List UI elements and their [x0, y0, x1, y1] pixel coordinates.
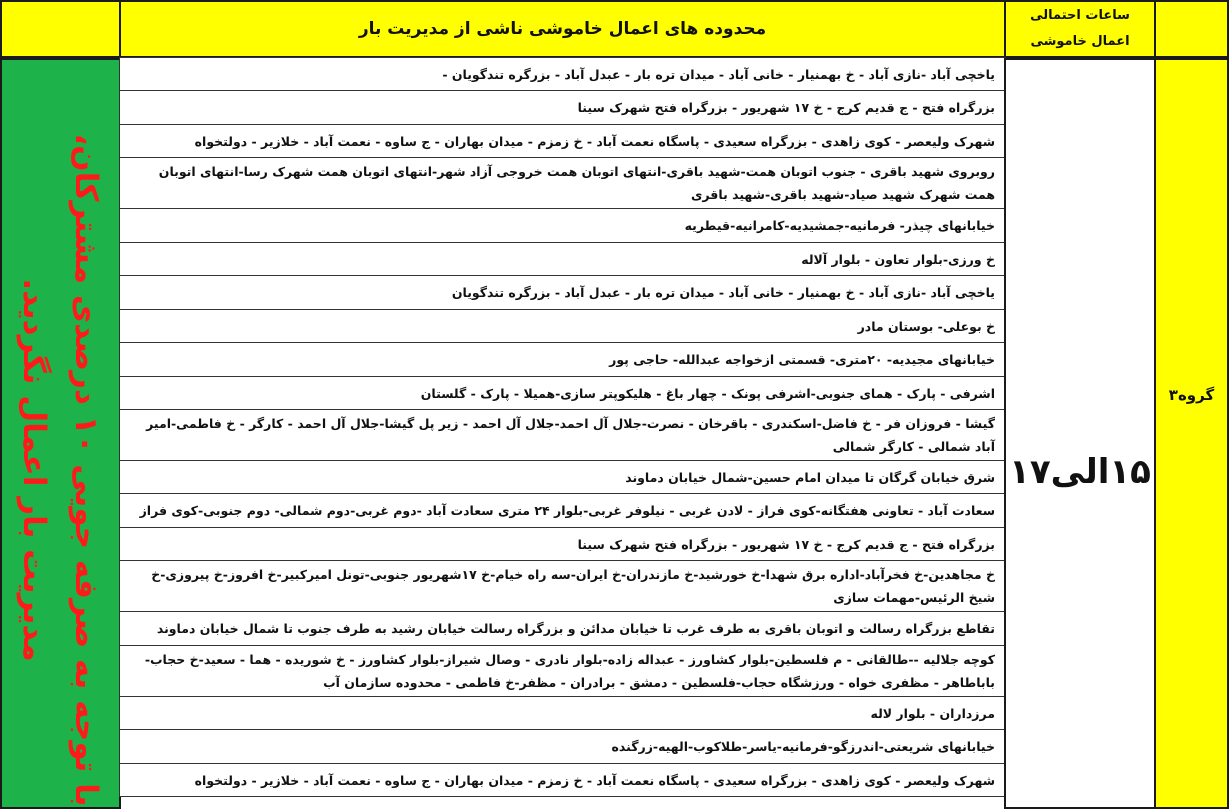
- load-management-notice: با توجه به صرفه جویی ۱۰ درصدی مشترکان، مدیریت بار اعمال نگردید.: [16, 133, 104, 807]
- area-text: خ ورزی-بلوار تعاون - بلوار آلاله: [801, 251, 995, 267]
- area-text: خیابانهای شریعتی-اندرزگو-فرمانیه-یاسر-طلاکوب-الهیه-زرگنده: [611, 739, 995, 754]
- area-text: مرزداران - بلوار لاله: [870, 705, 995, 721]
- area-text: خ مجاهدین-خ فخرآباد-اداره برق شهدا-خ خورشید-خ مازندران-خ ایران-سه راه خیام-خ ۱۷شهریور جنوبی-تونل امیرکبیر-خ افروز-خ پیروزی-خ شیخ الرئیس-مهمات سازی: [151, 567, 995, 605]
- area-text: خیابانهای چیذر- فرمانیه-جمشیدیه-کامرانیه-قیطریه: [684, 218, 995, 233]
- area-text: یاخچی آباد -نازی آباد - خ بهمنیار - خانی آباد - میدان تره بار - عبدل آباد - بزرگره تندگویان -: [442, 66, 995, 82]
- header-blank-right-cell: [1154, 0, 1229, 58]
- area-row: [119, 208, 1006, 243]
- area-text: شرق خیابان گرگان تا میدان امام حسین-شمال خیابان دماوند: [625, 469, 995, 485]
- area-text: تقاطع بزرگراه رسالت و اتوبان باقری به طرف غرب تا خیابان مدائن و بزرگراه رسالت خیابان رشید به طرف جنوب تا شمال خیابان دماوند: [156, 621, 995, 636]
- area-row: [119, 493, 1006, 528]
- area-text: بزرگراه فتح - ج قدیم کرج - خ ۱۷ شهریور - بزرگراه فتح شهرک سینا: [577, 100, 995, 115]
- group-cell: [1154, 58, 1229, 809]
- area-row: [119, 645, 1006, 697]
- area-text: سعادت آباد - تعاونی هفتگانه-کوی فراز - لادن غربی - نیلوفر غربی-بلوار ۲۴ متری سعادت آباد -دوم غربی-دوم شمالی- دوم جنوبی-کوی فراز: [139, 503, 995, 518]
- area-row: [119, 90, 1006, 125]
- notice-cell: [0, 58, 121, 809]
- area-row: [119, 763, 1006, 797]
- area-row: [119, 729, 1006, 764]
- area-row: [119, 275, 1006, 310]
- areas-column-header: محدوده های اعمال خاموشی ناشی از مدیریت بار: [119, 0, 1006, 58]
- time-cell: [1004, 58, 1156, 809]
- area-row: [119, 409, 1006, 461]
- area-row: [119, 560, 1006, 612]
- area-row: [119, 124, 1006, 158]
- area-text: خیابانهای مجیدیه- ۲۰متری- قسمتی ازخواجه عبدالله- حاجی پور: [609, 352, 995, 367]
- area-text: کوچه جلالیه --طالقانی - م فلسطین-بلوار کشاورز - عبداله زاده-بلوار نادری - وصال شیراز-بلوار کشاورز - خ شوریده - هما - سعید-خ حجاب-باباطاهر - مظفری خواه - ورزشگاه حجاب-فلسطین - دمشق - برادران - مظفر-خ فاطمی - محدوده سازمان آب: [144, 652, 995, 690]
- area-text: اشرفی - پارک - همای جنوبی-اشرفی پونک - چهار باغ - هلیکوپتر سازی-همیلا - پارک - گلستان: [420, 385, 995, 401]
- area-text: شهرک ولیعصر - کوی زاهدی - بزرگراه سعیدی - پاسگاه نعمت آباد - خ زمزم - میدان بهاران - ج ساوه - نعمت آباد - خلازیر - دولتخواه: [194, 133, 995, 149]
- area-row: [119, 342, 1006, 377]
- area-text: یاخچی آباد -نازی آباد - خ بهمنیار - خانی آباد - میدان تره بار - عبدل آباد - بزرگره تندگویان: [451, 285, 995, 300]
- time-range: ۱۵الی۱۷: [1009, 452, 1151, 492]
- header-blank-left-cell: [0, 0, 121, 58]
- area-text: شهرک ولیعصر - کوی زاهدی - بزرگراه سعیدی - پاسگاه نعمت آباد - خ زمزم - میدان بهاران - ج ساوه - نعمت آباد - خلازیر - دولتخواه: [194, 772, 995, 788]
- area-text: بزرگراه فتح - ج قدیم کرج - خ ۱۷ شهریور - بزرگراه فتح شهرک سینا: [577, 536, 995, 552]
- area-text: خ بوعلی- بوستان مادر: [857, 318, 995, 334]
- area-row: [119, 309, 1006, 343]
- area-row: [119, 696, 1006, 730]
- area-row: [119, 57, 1006, 91]
- area-row: [119, 460, 1006, 494]
- area-row: [119, 242, 1006, 276]
- area-row: [119, 376, 1006, 410]
- area-row: [119, 527, 1006, 561]
- area-text: روبروی شهید باقری - جنوب اتوبان همت-شهید باقری-انتهای اتوبان همت خروجی آزاد شهر-انتهای اتوبان همت شهرک رسا-انتهای اتوبان همت شهرک شهید صیاد-شهید باقری-شهید باقری: [158, 164, 995, 202]
- area-row: [119, 611, 1006, 646]
- area-row: [119, 157, 1006, 209]
- time-column-header: ساعات احتمالی اعمال خاموشی: [1004, 0, 1156, 58]
- areas-list: [119, 58, 1006, 797]
- area-text: گیشا - فروزان فر - خ فاضل-اسکندری - باقرخان - نصرت-جلال آل احمد-جلال آل احمد - زیر پل گیشا-جلال آل احمد - کارگر - خ فاطمی-امیر آباد شمالی - کارگر شمالی: [146, 416, 995, 454]
- group-label: گروه۳: [1168, 386, 1215, 404]
